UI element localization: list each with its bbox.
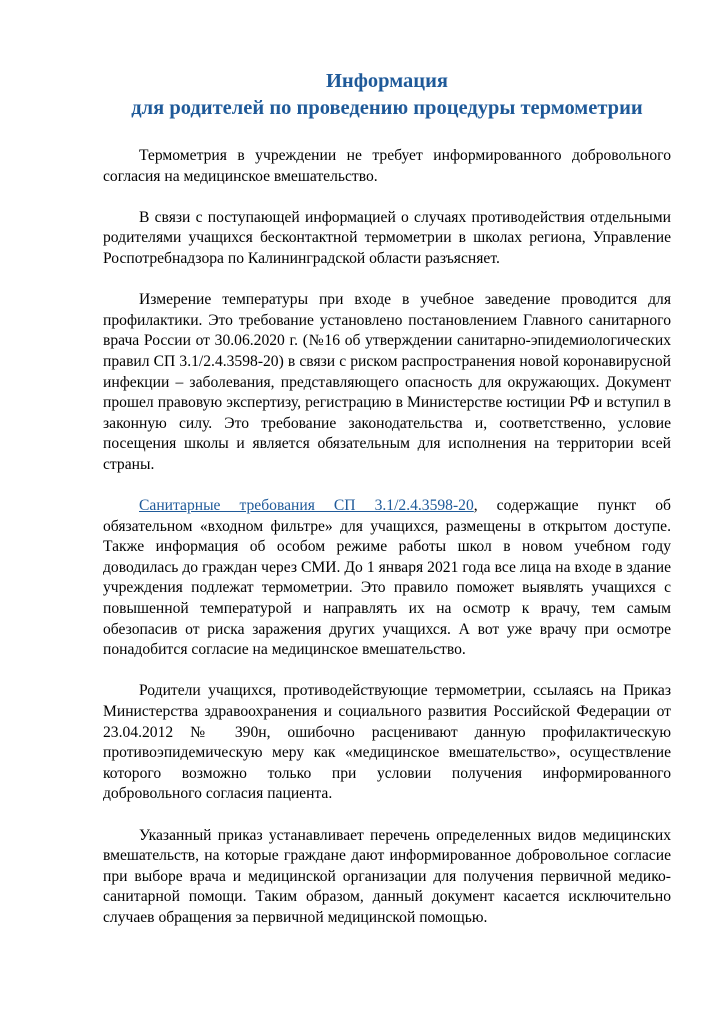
paragraph-4	[103, 496, 671, 661]
sanitary-requirements-link[interactable]: Санитарные требования СП 3.1/2.4.3598-20	[139, 497, 474, 515]
paragraph-5: Родители учащихся, противодействующие термометрии, ссылаясь на Приказ Министерства здравоохранения и социального развития Российской Федерации от 23.04.2012 № 390н, ошибочно расценивают данную профилактическую противоэпидемическую меру как «медицинское вмешательство», осуществление которого возможно только при условии получения информированного добровольного согласия пациента.	[103, 682, 671, 803]
paragraph-2: В связи с поступающей информацией о случаях противодействия отдельными родителями учащихся бесконтактной термометрии в школах региона, Управление Роспотребнадзора по Калининградской области разъясняет.	[103, 208, 671, 267]
title-line-1: Информация	[325, 70, 449, 92]
paragraph-4-text: , содержащие пункт об обязательном «входном фильтре» для учащихся, размещены в открытом доступе. Также информация об особом режиме работы школ в новом учебном году доводилась до граждан через СМИ. До 1 января 2021 года все лица на входе в здание учреждения подлежат термометрии. Это правило поможет выявлять учащихся с повышенной температурой и направлять их на осмотр к врачу, тем самым обезопасив от риска заражения других учащихся. А вот уже врачу при осмотре понадобится согласие на медицинское вмешательство.	[103, 497, 671, 659]
paragraph-6: Указанный приказ устанавливает перечень определенных видов медицинских вмешательств, на которые граждане дают информированное добровольное согласие при выборе врача и медицинской организации для получения первичной медико-санитарной помощи. Таким образом, данный документ касается исключительно случаев обращения за первичной медицинской помощью.	[103, 826, 671, 926]
paragraph-3: Измерение температуры при входе в учебное заведение проводится для профилактики. Это требование установлено постановлением Главного санитарного врача России от 30.06.2020 г. (№16 об утверждении санитарно-эпидемиологических правил СП 3.1/2.4.3598-20) в связи с риском распространения новой коронавирусной инфекции – заболевания, представляющего опасность для окружающих. Документ прошел правовую экспертизу, регистрацию в Министерстве юстиции РФ и вступил в законную силу. Это требование законодательства и, соответственно, условие посещения школы и является обязательным для исполнения на территории всей страны.	[103, 291, 671, 473]
paragraph-1: Термометрия в учреждении не требует информированного добровольного согласия на медицинское вмешательство.	[103, 147, 671, 185]
title-line-2: для родителей по проведению процедуры термометрии	[131, 97, 643, 119]
document-title	[63, 68, 711, 122]
document-page	[103, 68, 671, 929]
